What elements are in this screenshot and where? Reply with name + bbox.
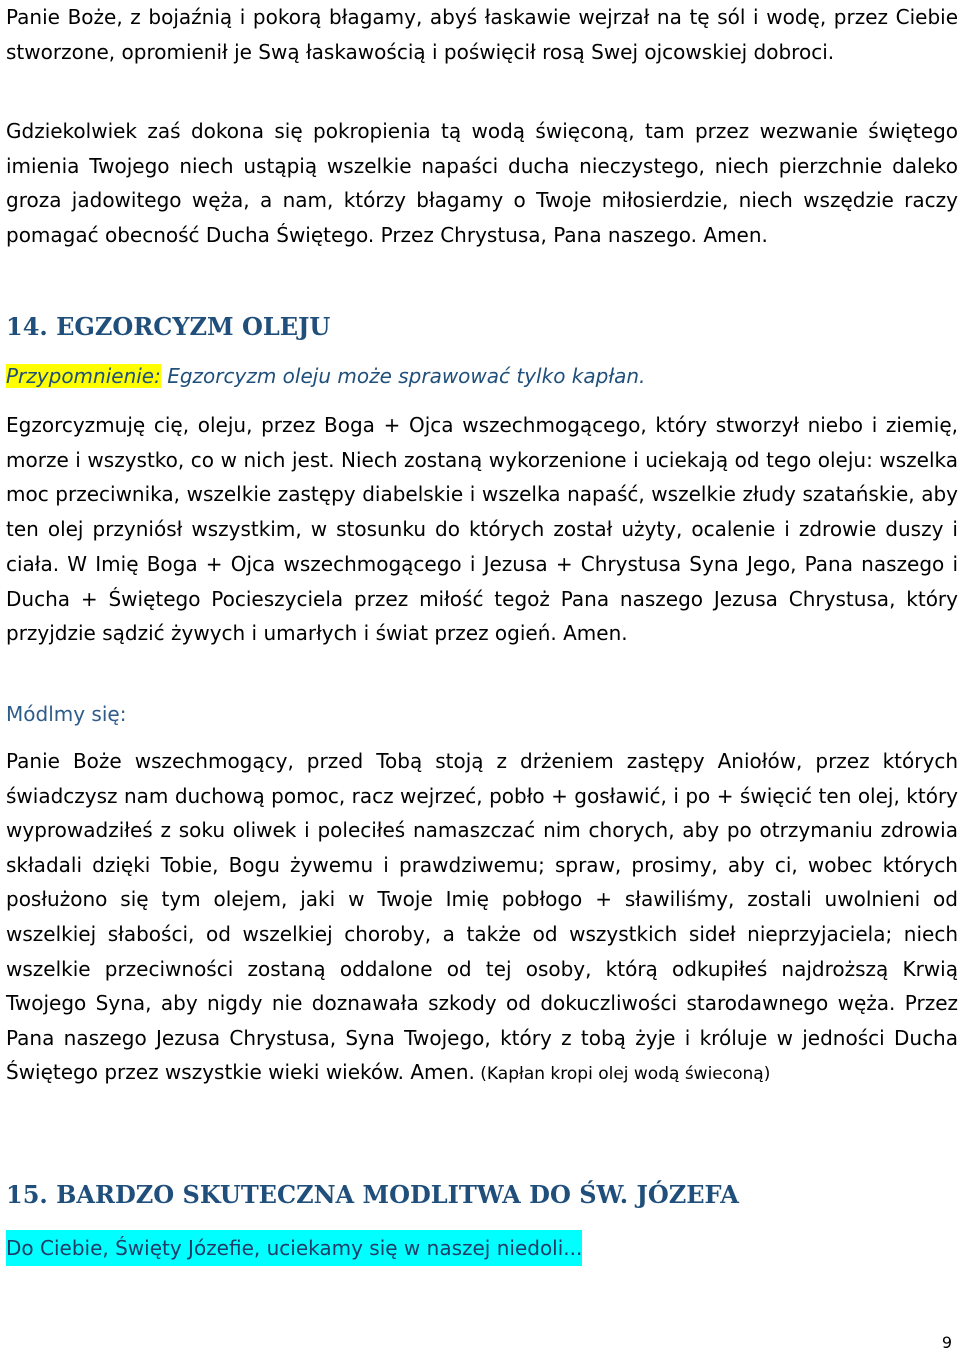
paragraph-panie-boze-note: (Kapłan kropi olej wodą świeconą) [474, 1064, 771, 1085]
reminder-text: Egzorcyzm oleju może sprawować tylko kapłan. [160, 364, 646, 388]
document-page [6, 0, 958, 1357]
section-heading-14: 14. EGZORCYZM OLEJU [6, 312, 331, 341]
modlmy-label: Módlmy się: [6, 702, 127, 726]
paragraph-gdziekolwiek: Gdziekolwiek zaś dokona się pokropienia tą wodą święconą, tam przez wezwanie świętego imienia Twojego niech ustąpią wszelkie napaści ducha nieczystego, niech pierzchnie daleko groza jadowitego węża, a nam, którzy błagamy o Twoje miłosierdzie, niech wszędzie raczy pomagać obecność Ducha Świętego. Przez Chrystusa, Pana naszego. Amen. [6, 119, 958, 247]
reminder-line [6, 364, 645, 388]
paragraph-egzorcyzm: Egzorcyzmuję cię, oleju, przez Boga + Ojca wszechmogącego, który stworzył niebo i ziemię, morze i wszystko, co w nich jest. Niech zostaną wykorzenione i uciekają od tego oleju: wszelka moc przeciwnika, wszelkie zastępy diabelskie i wszelka napaść, wszelkie złudy szatańskie, aby ten olej przyniósł wszystkim, w stosunku do których został użyty, ocalenie i zdrowie duszy i ciała. W Imię Boga + Ojca wszechmogącego i Jezusa + Chrystusa Syna Jego, Pana naszego i Ducha + Świętego Pocieszyciela przez miłość tegoż Pana naszego Jezusa Chrystusa, który przyjdzie sądzić żywych i umarłych i świat przez ogień. Amen. [6, 413, 958, 646]
paragraph-intro: Panie Boże, z bojaźnią i pokorą błagamy, abyś łaskawie wejrzał na tę sól i wodę, przez Ciebie stworzone, opromienił je Swą łaskawością i poświęcił rosą Swej ojcowskiej dobroci. [6, 5, 958, 64]
paragraph-panie-boze [6, 744, 958, 1092]
section-heading-15: 15. BARDZO SKUTECZNA MODLITWA DO ŚW. JÓZEFA [6, 1180, 739, 1209]
page-number: 9 [941, 1333, 952, 1352]
highlighted-prayer-start: Do Ciebie, Święty Józefie, uciekamy się w naszej niedoli... [6, 1230, 582, 1266]
paragraph-panie-boze-text: Panie Boże wszechmogący, przed Tobą stoją z drżeniem zastępy Aniołów, przez których świadczysz nam duchową pomoc, racz wejrzeć, pobło + gosławić, i po + święcić ten olej, który wyprowadziłeś z soku oliwek i poleciłeś namaszczać nim chorych, aby po otrzymaniu zdrowia składali dzięki Tobie, Bogu żywemu i prawdziwemu; spraw, prosimy, aby ci, wobec których posłużono się tym olejem, jaki w Twoje Imię pobłogo + sławiliśmy, zostali uwolnieni od wszelkiej słabości, od wszelkiej choroby, a także od wszystkich sideł nieprzyjaciela; niech wszelkie przeciwności zostaną oddalone od tej osoby, którą odkupiłeś najdroższą Krwią Twojego Syna, aby nigdy nie doznawała szkody od dokuczliwości starodawnego węża. Przez Pana naszego Jezusa Chrystusa, Syna Twojego, który z tobą żyje i króluje w jedności Ducha Świętego przez wszystkie wieki wieków. Amen. [6, 749, 958, 1085]
reminder-label-highlight: Przypomnienie: [6, 364, 161, 388]
